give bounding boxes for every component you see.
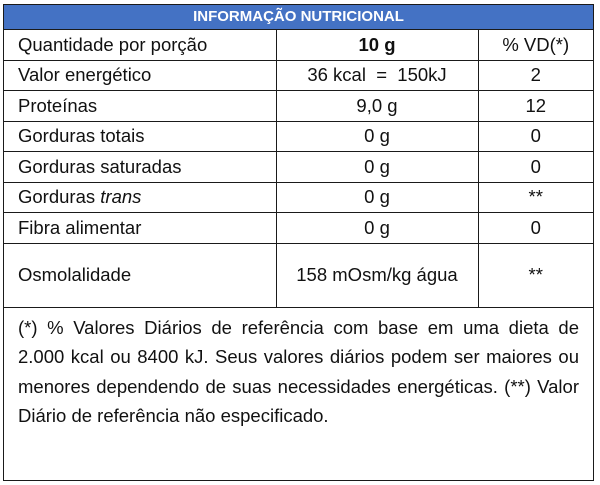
nutrient-dv: 12: [478, 91, 593, 122]
nutrient-dv: **: [478, 182, 593, 213]
nutrient-row-trans-fat: [4, 182, 593, 213]
nutrient-dv: 0: [478, 152, 593, 183]
nutrient-name: Gorduras totais: [4, 121, 276, 152]
nutrient-name: Fibra alimentar: [4, 213, 276, 244]
nutrient-amount: 9,0 g: [276, 91, 478, 122]
nutrient-name: Osmolalidade: [4, 243, 276, 307]
dv-header: % VD(*): [478, 30, 593, 60]
serving-row: [4, 30, 593, 60]
nutrient-amount: 0 g: [276, 152, 478, 183]
nutrient-name: [4, 182, 276, 213]
nutrient-amount: 0 g: [276, 182, 478, 213]
label-title: INFORMAÇÃO NUTRICIONAL: [4, 5, 593, 30]
nutrient-name: Valor energético: [4, 60, 276, 91]
nutrient-amount: 0 g: [276, 121, 478, 152]
nutrient-dv: 0: [478, 121, 593, 152]
nutrient-row-saturated-fat: [4, 152, 593, 183]
nutrient-name-italic: trans: [100, 186, 142, 208]
nutrient-dv: 2: [478, 60, 593, 91]
serving-label: Quantidade por porção: [4, 30, 276, 60]
nutrient-row-fiber: [4, 213, 593, 244]
nutrient-name: Proteínas: [4, 91, 276, 122]
nutrient-row-energy: [4, 60, 593, 91]
nutrient-amount-cell: [276, 243, 478, 307]
nutrient-name: Gorduras saturadas: [4, 152, 276, 183]
nutrient-name-prefix: Gorduras: [18, 186, 101, 208]
serving-amount: 10 g: [276, 30, 478, 60]
nutrition-facts-label: [3, 4, 594, 481]
nutrient-amount: 0 g: [276, 213, 478, 244]
nutrient-row-protein: [4, 91, 593, 122]
nutrient-row-osmolality: [4, 243, 593, 307]
nutrient-amount: 158 mOsm/kg água: [296, 264, 458, 285]
nutrition-table: [4, 30, 593, 308]
nutrient-dv: 0: [478, 213, 593, 244]
nutrient-dv: **: [478, 243, 593, 307]
footnote: (*) % Valores Diários de referência com base em uma dieta de 2.000 kcal ou 8400 kJ. Seus valores diários podem ser maiores ou menores dependendo de suas necessidades energéticas. (**) Valor Diário de referência não especificado.: [18, 316, 579, 426]
nutrient-amount: 36 kcal = 150kJ: [276, 60, 478, 91]
nutrient-row-total-fat: [4, 121, 593, 152]
